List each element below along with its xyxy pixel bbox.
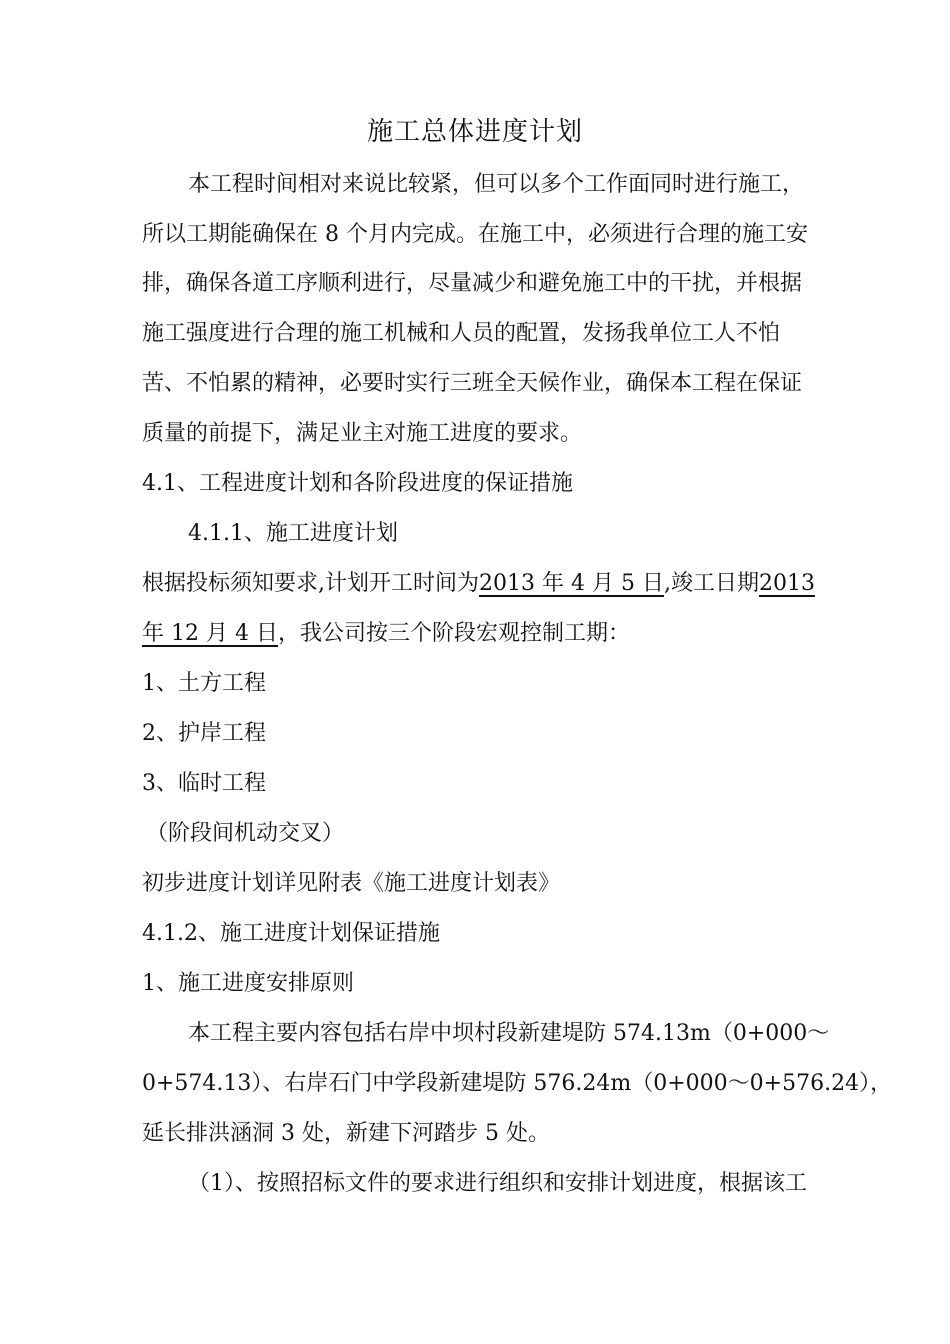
paragraph-line: （1）、按照招标文件的要求进行组织和安排计划进度，根据该工 (188, 1171, 807, 1196)
section-heading: 4.1、工程进度计划和各阶段进度的保证措施 (142, 471, 573, 496)
text-run: ，我公司按三个阶段宏观控制工期： (277, 621, 630, 646)
paragraph-line: 延长排洪涵洞 3 处，新建下河踏步 5 处。 (142, 1121, 550, 1146)
paragraph-line: 1、施工进度安排原则 (142, 971, 354, 996)
start-date: 2013 年 4 月 5 日 (479, 571, 664, 596)
text-run: 根据投标须知要求,计划开工时间为 (142, 571, 479, 596)
paragraph-line: 施工强度进行合理的施工机械和人员的配置，发扬我单位工人不怕 (142, 321, 781, 346)
page-title: 施工总体进度计划 (366, 117, 583, 147)
paragraph-line: 苦、不怕累的精神，必要时实行三班全天候作业，确保本工程在保证 (142, 371, 803, 396)
paragraph-line (142, 567, 822, 601)
paragraph-line: 质量的前提下，满足业主对施工进度的要求。 (142, 421, 583, 446)
paragraph-line: 0+574.13）、右岸石门中学段新建堤防 576.24m（0+000～0+576.24）， (142, 1071, 893, 1096)
paragraph-line: 初步进度计划详见附表《施工进度计划表》 (142, 871, 561, 896)
paragraph-line: 本工程时间相对来说比较紧，但可以多个工作面同时进行施工， (188, 172, 805, 197)
note-line: （阶段间机动交叉） (146, 821, 345, 846)
paragraph-line: 所以工期能确保在 8 个月内完成。在施工中，必须进行合理的施工安 (142, 222, 808, 247)
paragraph-line (142, 617, 822, 651)
end-date-year: 2013 (758, 571, 815, 596)
subsection-heading: 4.1.1、施工进度计划 (188, 521, 398, 546)
list-item: 1、土方工程 (142, 671, 266, 696)
text-run: ,竣工日期 (663, 571, 759, 596)
paragraph-line: 排，确保各道工序顺利进行，尽量减少和避免施工中的干扰，并根据 (142, 271, 803, 296)
end-date-rest: 年 12 月 4 日 (142, 621, 278, 646)
subsection-heading: 4.1.2、施工进度计划保证措施 (142, 921, 440, 946)
paragraph-line: 本工程主要内容包括右岸中坝村段新建堤防 574.13m（0+000～ (188, 1021, 830, 1046)
list-item: 3、临时工程 (142, 771, 266, 796)
list-item: 2、护岸工程 (142, 721, 266, 746)
